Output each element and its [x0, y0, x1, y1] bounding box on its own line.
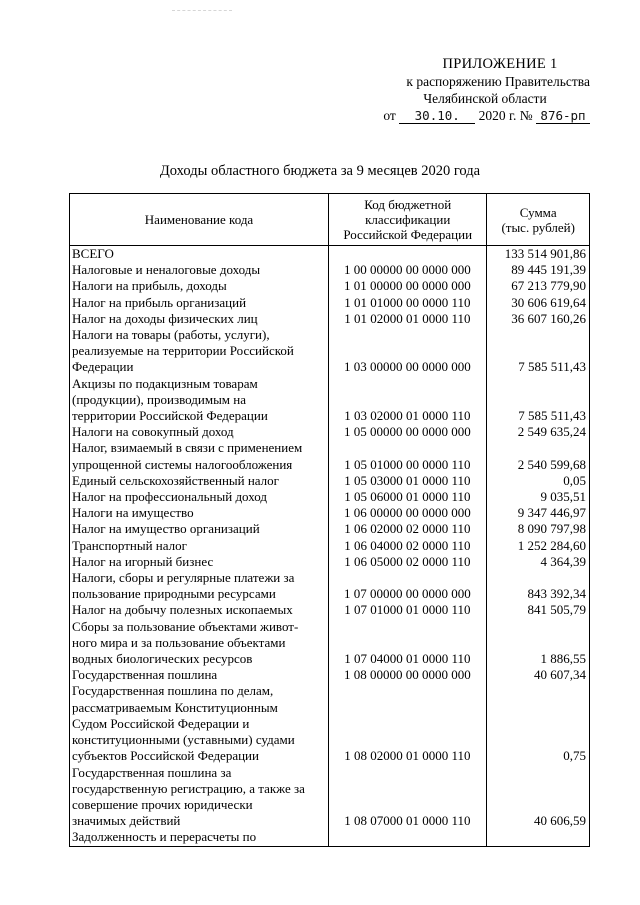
row-code: 1 07 04000 01 0000 110	[329, 619, 488, 668]
scan-artifact	[172, 10, 232, 13]
row-name	[70, 554, 329, 570]
header-name: Наименование кода	[70, 194, 329, 245]
row-sum: 7 585 511,43	[518, 408, 586, 424]
row-name	[70, 376, 329, 425]
table-row	[70, 683, 589, 764]
row-name-line: Налоги на прибыль, доходы	[72, 278, 227, 294]
table-row	[70, 327, 589, 376]
row-name-line: Единый сельскохозяйственный налог	[72, 472, 280, 488]
row-name-line: субъектов Российской Федерации	[72, 748, 259, 764]
row-sum: 0,05	[563, 472, 586, 488]
row-name	[70, 667, 329, 683]
table-row	[70, 262, 589, 278]
row-name	[70, 424, 329, 440]
row-code: 1 05 00000 00 0000 000	[329, 424, 488, 440]
table-row	[70, 505, 589, 521]
row-name-line: Транспортный налог	[72, 537, 187, 553]
appendix-line-2: Челябинской области	[423, 91, 547, 106]
table-row	[70, 765, 589, 830]
row-name	[70, 829, 329, 845]
row-name-line: Налоги на имущество	[72, 505, 194, 521]
row-name	[70, 619, 329, 668]
document-title: Доходы областного бюджета за 9 месяцев 2020 года	[159, 163, 481, 179]
row-sum: 7 585 511,43	[518, 359, 586, 375]
row-name	[70, 473, 329, 489]
row-name-line: водных биологических ресурсов	[72, 651, 253, 667]
table-row	[70, 489, 589, 505]
row-code: 1 01 01000 00 0000 110	[329, 295, 488, 311]
row-name-line: государственную регистрацию, а также за	[72, 780, 305, 796]
header-code: Код бюджетной классификации Российской Федерации	[329, 194, 487, 245]
row-code: 1 05 06000 01 0000 110	[329, 489, 488, 505]
row-code	[329, 246, 488, 262]
row-name-line: Налоги на совокупный доход	[72, 424, 234, 440]
table-row	[70, 295, 589, 311]
row-name-line: рассматриваемым Конституционным	[72, 699, 278, 715]
appendix-title: ПРИЛОЖЕНИЕ 1	[442, 56, 558, 72]
row-code: 1 08 02000 01 0000 110	[329, 683, 488, 764]
row-name-line: территории Российской Федерации	[72, 408, 268, 424]
row-code: 1 07 01000 01 0000 110	[329, 602, 488, 618]
row-name	[70, 327, 329, 376]
row-name-line: Налог на профессиональный доход	[72, 489, 267, 505]
row-code: 1 03 02000 01 0000 110	[329, 376, 488, 425]
row-sum	[487, 829, 589, 845]
row-name-line: Государственная пошлина	[72, 667, 218, 683]
row-sum: 843 392,34	[527, 586, 586, 602]
row-name-line: Акцизы по подакцизным товарам	[72, 375, 258, 391]
row-sum: 0,75	[563, 748, 586, 764]
table-row	[70, 829, 589, 845]
year-text: 2020 г. №	[478, 108, 533, 123]
row-name-line: (продукции), производимым на	[72, 391, 247, 407]
row-code: 1 03 00000 00 0000 000	[329, 327, 488, 376]
row-code: 1 06 02000 02 0000 110	[329, 521, 488, 537]
handwritten-date: 30.10.	[399, 109, 475, 124]
row-code: 1 08 07000 01 0000 110	[329, 765, 488, 830]
handwritten-number: 876-рп	[536, 109, 590, 124]
row-name-line: Налог на игорный бизнес	[72, 553, 214, 569]
table-header	[70, 194, 589, 246]
appendix-line-1: к распоряжению Правительства	[406, 74, 590, 89]
row-name-line: Налог, взимаемый в связи с применением	[72, 440, 303, 456]
row-sum: 30 606 619,64	[511, 294, 586, 310]
row-name	[70, 440, 329, 472]
table-row	[70, 570, 589, 602]
row-name	[70, 489, 329, 505]
table-row	[70, 602, 589, 618]
row-sum: 1 252 284,60	[517, 537, 586, 553]
row-sum: 9 347 446,97	[517, 505, 586, 521]
row-code: 1 06 05000 02 0000 110	[329, 554, 488, 570]
row-name-line: совершение прочих юридически	[72, 796, 253, 812]
row-name	[70, 570, 329, 602]
table-row	[70, 667, 589, 683]
row-name-line: пользование природными ресурсами	[72, 586, 276, 602]
row-code: 1 01 02000 01 0000 110	[329, 311, 488, 327]
table-row	[70, 473, 589, 489]
row-name	[70, 765, 329, 830]
row-name	[70, 683, 329, 764]
row-name-line: ВСЕГО	[72, 246, 114, 261]
from-prefix: от	[383, 108, 396, 123]
row-name-line: Сборы за пользование объектами живот-	[72, 618, 299, 634]
table-row	[70, 521, 589, 537]
row-name-line: значимых действий	[72, 813, 181, 829]
row-name-line: Налоги на товары (работы, услуги),	[72, 327, 270, 343]
row-sum: 9 035,51	[540, 489, 586, 505]
row-sum: 841 505,79	[527, 602, 586, 618]
row-name-line: реализуемые на территории Российской	[72, 343, 294, 359]
row-name	[70, 278, 329, 294]
row-sum: 1 886,55	[540, 651, 586, 667]
row-name-line: упрощенной системы налогообложения	[72, 456, 293, 472]
row-name-line: Судом Российской Федерации и	[72, 715, 250, 731]
row-name-line: Государственная пошлина по делам,	[72, 683, 274, 699]
row-sum: 36 607 160,26	[511, 310, 586, 326]
row-name	[70, 262, 329, 278]
row-name-line: Государственная пошлина за	[72, 764, 232, 780]
row-code: 1 06 00000 00 0000 000	[329, 505, 488, 521]
row-name	[70, 602, 329, 618]
row-name-line: Налог на имущество организаций	[72, 521, 260, 537]
row-code: 1 07 00000 00 0000 000	[329, 570, 488, 602]
table-body	[70, 246, 589, 846]
table-row	[70, 619, 589, 668]
row-sum: 2 540 599,68	[517, 456, 586, 472]
row-sum: 89 445 191,39	[511, 262, 586, 278]
row-code: 1 05 03000 01 0000 110	[329, 473, 488, 489]
row-sum: 2 549 635,24	[517, 424, 586, 440]
header-sum: Сумма (тыс. рублей)	[501, 204, 575, 235]
row-code: 1 01 00000 00 0000 000	[329, 278, 488, 294]
row-sum: 40 607,34	[534, 667, 586, 683]
row-code: 1 06 04000 02 0000 110	[329, 538, 488, 554]
row-sum: 133 514 901,86	[504, 246, 586, 261]
row-sum: 8 090 797,98	[517, 521, 586, 537]
row-name-line: Налог на добычу полезных ископаемых	[72, 602, 293, 618]
row-name-line: Федерации	[72, 359, 134, 375]
row-name	[70, 311, 329, 327]
row-code: 1 05 01000 00 0000 110	[329, 440, 488, 472]
row-name-line: Налог на прибыль организаций	[72, 294, 247, 310]
table-row	[70, 246, 589, 262]
row-name	[70, 505, 329, 521]
revenue-table	[69, 193, 590, 847]
row-code: 1 08 00000 00 0000 000	[329, 667, 488, 683]
row-name-line: Задолженность и перерасчеты по	[72, 829, 257, 845]
table-row	[70, 538, 589, 554]
appendix-date-line	[360, 107, 590, 124]
row-name-line: Налоги, сборы и регулярные платежи за	[72, 570, 295, 586]
row-sum: 4 364,39	[540, 553, 586, 569]
table-row	[70, 278, 589, 294]
row-name-line: Налоговые и неналоговые доходы	[72, 262, 261, 278]
row-name	[70, 246, 329, 262]
table-row	[70, 311, 589, 327]
table-row	[70, 376, 589, 425]
row-name	[70, 521, 329, 537]
row-name	[70, 538, 329, 554]
appendix-block	[360, 56, 590, 124]
row-sum: 40 606,59	[534, 813, 586, 829]
row-name-line: конституционными (уставными) судами	[72, 732, 295, 748]
table-row	[70, 424, 589, 440]
table-row	[70, 554, 589, 570]
row-name-line: ного мира и за пользование объектами	[72, 634, 286, 650]
table-row	[70, 440, 589, 472]
row-sum: 67 213 779,90	[511, 278, 586, 294]
row-name	[70, 295, 329, 311]
row-code	[329, 829, 488, 845]
row-code: 1 00 00000 00 0000 000	[329, 262, 488, 278]
row-name-line: Налог на доходы физических лиц	[72, 310, 258, 326]
